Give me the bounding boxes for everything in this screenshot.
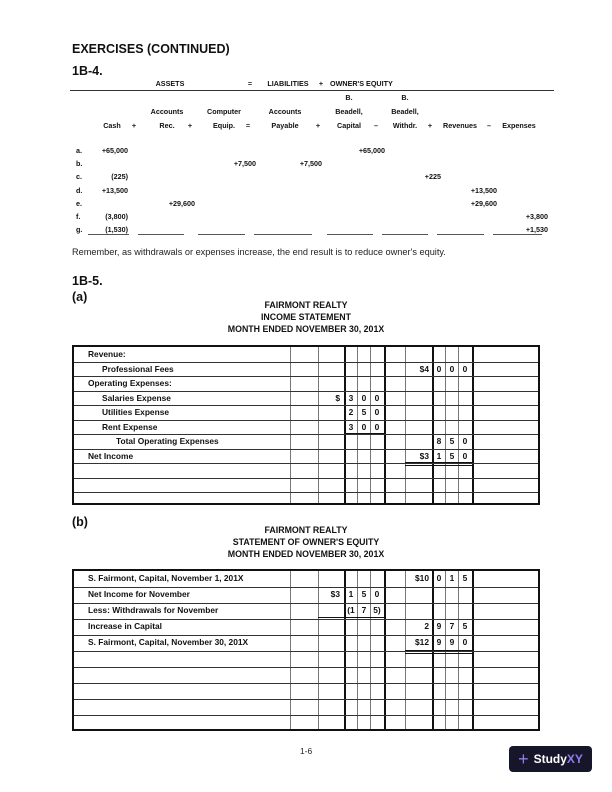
ledger-line-label: Utilities Expense bbox=[102, 407, 170, 417]
left-amount-digit: (1 bbox=[347, 605, 355, 615]
transaction-label: d. bbox=[76, 185, 83, 195]
row-rule bbox=[74, 667, 538, 668]
transaction-value: +3,800 bbox=[525, 212, 548, 221]
transaction-value: +65,000 bbox=[101, 146, 128, 155]
column-underline bbox=[382, 234, 428, 235]
right-amount-digit: 0 bbox=[462, 637, 468, 647]
right-amount-digit: 9 bbox=[449, 637, 455, 647]
transaction-value: (225) bbox=[111, 172, 128, 182]
row-rule bbox=[74, 619, 538, 620]
left-amount-digit: 0 bbox=[361, 421, 367, 432]
left-amount-digit: 0 bbox=[374, 392, 380, 403]
double-underline bbox=[405, 650, 472, 654]
right-amount-digit: 9 bbox=[436, 637, 442, 647]
right-currency: $12 bbox=[415, 637, 429, 647]
left-amount-digit: 5) bbox=[373, 605, 381, 615]
row-rule bbox=[74, 391, 538, 392]
row-rule bbox=[74, 635, 538, 636]
ledger-line-label: S. Fairmont, Capital, November 30, 201X bbox=[88, 637, 249, 647]
owners-equity-header: OWNER'S EQUITY bbox=[330, 79, 393, 88]
left-amount-digit: 0 bbox=[374, 407, 380, 417]
row-rule bbox=[74, 449, 538, 450]
ledger-line-label: Rent Expense bbox=[102, 421, 158, 432]
note-text: Remember, as withdrawals or expenses increase, the end result is to reduce owner's equity. bbox=[72, 247, 446, 257]
header-rule bbox=[70, 90, 554, 91]
left-amount-digit: 5 bbox=[361, 407, 367, 417]
column-rule bbox=[384, 571, 386, 729]
income-statement-ledger bbox=[72, 345, 540, 505]
part-b-label: (b) bbox=[72, 515, 88, 529]
transaction-value: +65,000 bbox=[358, 146, 385, 155]
total-underline bbox=[344, 433, 384, 434]
row-rule bbox=[74, 699, 538, 700]
owners-equity-title: STATEMENT OF OWNER'S EQUITY bbox=[232, 537, 380, 547]
right-amount-digit: 0 bbox=[462, 363, 468, 374]
transaction-label: e. bbox=[76, 198, 82, 208]
column-rule bbox=[384, 347, 386, 503]
brand-name: StudyXY bbox=[533, 752, 583, 766]
left-amount-digit: 0 bbox=[361, 392, 367, 403]
equation-operator: + bbox=[131, 121, 137, 130]
plus-sign: + bbox=[318, 79, 324, 88]
transaction-value: (3,800) bbox=[105, 212, 128, 221]
transaction-value: +13,500 bbox=[470, 185, 497, 195]
column-underline bbox=[198, 234, 245, 235]
right-currency: $10 bbox=[415, 573, 429, 583]
column-rule bbox=[472, 347, 474, 503]
ledger-line-label: Total Operating Expenses bbox=[116, 436, 219, 446]
right-amount-digit: 0 bbox=[436, 363, 442, 374]
right-amount-digit: 1 bbox=[449, 573, 455, 583]
column-header-line2: Computer bbox=[207, 107, 241, 116]
exercise-1b4-title: 1B-4. bbox=[72, 64, 103, 78]
column-underline bbox=[88, 234, 129, 235]
right-currency: $4 bbox=[419, 363, 429, 374]
ledger-line-label: Increase in Capital bbox=[88, 621, 163, 631]
column-rule bbox=[290, 347, 291, 503]
row-rule bbox=[74, 683, 538, 684]
transaction-value: +29,600 bbox=[168, 198, 195, 208]
right-currency: 2 bbox=[424, 621, 429, 631]
right-amount-digit: 5 bbox=[462, 573, 468, 583]
transaction-value: +29,600 bbox=[470, 198, 497, 208]
column-header-line3: Withdr. bbox=[392, 121, 418, 130]
left-amount-digit: 7 bbox=[361, 605, 367, 615]
right-amount-digit: 0 bbox=[449, 363, 455, 374]
transaction-value: +7,500 bbox=[299, 159, 322, 169]
right-amount-digit: 8 bbox=[436, 436, 442, 446]
section-title: EXERCISES (CONTINUED) bbox=[72, 42, 230, 56]
column-header-line3: Payable bbox=[271, 121, 299, 130]
transaction-value: +13,500 bbox=[101, 185, 128, 195]
column-underline bbox=[493, 234, 542, 235]
column-header-line3: Revenues bbox=[443, 121, 477, 130]
column-rule bbox=[472, 571, 474, 729]
income-statement-title: INCOME STATEMENT bbox=[260, 312, 352, 322]
column-header-line3: Rec. bbox=[159, 121, 175, 130]
transaction-label: b. bbox=[76, 159, 83, 169]
right-currency: $3 bbox=[419, 450, 429, 461]
column-header-line3: Capital bbox=[337, 121, 361, 130]
total-underline bbox=[318, 617, 384, 618]
left-amount-digit: 3 bbox=[348, 421, 354, 432]
assets-header: ASSETS bbox=[155, 79, 185, 88]
column-header-line3: Cash bbox=[103, 121, 121, 130]
equation-operator: + bbox=[187, 121, 193, 130]
column-header-line1: B. bbox=[345, 93, 353, 102]
right-amount-digit: 5 bbox=[449, 450, 455, 461]
column-underline bbox=[138, 234, 184, 235]
right-amount-digit: 7 bbox=[449, 621, 455, 631]
equals-sign: = bbox=[247, 79, 253, 88]
column-header-line2: Beadell, bbox=[335, 107, 363, 116]
transaction-label: g. bbox=[76, 225, 83, 235]
row-rule bbox=[74, 376, 538, 377]
right-amount-digit: 0 bbox=[462, 436, 468, 446]
studyxy-badge[interactable] bbox=[509, 746, 592, 772]
ledger-line-label: Operating Expenses: bbox=[88, 378, 172, 388]
ledger-line-label: Net Income for November bbox=[88, 589, 190, 599]
column-header-line2: Beadell, bbox=[391, 107, 419, 116]
transaction-value: +7,500 bbox=[233, 159, 256, 169]
left-amount-digit: 5 bbox=[361, 589, 367, 599]
row-rule bbox=[74, 405, 538, 406]
column-header-line2: Accounts bbox=[268, 107, 302, 116]
ledger-line-label: Salaries Expense bbox=[102, 392, 171, 403]
ledger-line-label: S. Fairmont, Capital, November 1, 201X bbox=[88, 573, 244, 583]
column-underline bbox=[254, 234, 312, 235]
column-header-line3: Expenses bbox=[502, 121, 536, 130]
ledger-line-label: Less: Withdrawals for November bbox=[88, 605, 219, 615]
column-rule bbox=[290, 571, 291, 729]
left-currency: $3 bbox=[330, 589, 340, 599]
right-amount-digit: 5 bbox=[449, 436, 455, 446]
exercise-1b5-title: 1B-5. bbox=[72, 274, 103, 288]
row-rule bbox=[74, 603, 538, 604]
ledger-line-label: Net Income bbox=[88, 450, 134, 461]
column-header-line3: Equip. bbox=[213, 121, 235, 130]
left-amount-digit: 2 bbox=[348, 407, 354, 417]
equation-operator: + bbox=[427, 121, 433, 130]
column-header-line2: Accounts bbox=[150, 107, 184, 116]
ledger-line-label: Professional Fees bbox=[102, 363, 174, 374]
transaction-label: c. bbox=[76, 172, 82, 182]
owners-equity-ledger bbox=[72, 569, 540, 731]
left-amount-digit: 0 bbox=[374, 421, 380, 432]
left-currency: $ bbox=[335, 392, 340, 403]
part-a-label: (a) bbox=[72, 290, 88, 304]
double-underline bbox=[405, 462, 472, 466]
transaction-value: (1,530) bbox=[105, 225, 128, 235]
right-amount-digit: 5 bbox=[462, 621, 468, 631]
transaction-label: a. bbox=[76, 146, 82, 155]
transaction-value: +1,530 bbox=[525, 225, 548, 235]
transaction-label: f. bbox=[76, 212, 81, 221]
owners-equity-company: FAIRMONT REALTY bbox=[264, 525, 348, 535]
equation-operator: + bbox=[315, 121, 321, 130]
row-rule bbox=[74, 434, 538, 435]
liabilities-header: LIABILITIES bbox=[267, 79, 309, 88]
left-amount-digit: 3 bbox=[348, 392, 354, 403]
income-statement-period: MONTH ENDED NOVEMBER 30, 201X bbox=[227, 324, 385, 334]
transaction-value: +225 bbox=[424, 172, 441, 182]
left-amount-digit: 0 bbox=[374, 589, 380, 599]
equation-operator: – bbox=[487, 121, 491, 130]
row-rule bbox=[74, 587, 538, 588]
equation-operator: = bbox=[245, 121, 251, 130]
ledger-line-label: Revenue: bbox=[88, 349, 126, 359]
column-underline bbox=[437, 234, 484, 235]
row-rule bbox=[74, 715, 538, 716]
column-rule bbox=[318, 347, 319, 503]
equation-operator: – bbox=[374, 121, 378, 130]
row-rule bbox=[74, 492, 538, 493]
right-amount-digit: 0 bbox=[436, 573, 442, 583]
left-amount-digit: 1 bbox=[348, 589, 354, 599]
row-rule bbox=[74, 420, 538, 421]
column-header-line1: B. bbox=[401, 93, 409, 102]
row-rule bbox=[74, 362, 538, 363]
plus-icon: + bbox=[518, 749, 529, 769]
page-number: 1-6 bbox=[300, 746, 313, 756]
income-statement-company: FAIRMONT REALTY bbox=[264, 300, 348, 310]
column-underline bbox=[327, 234, 373, 235]
right-amount-digit: 1 bbox=[436, 450, 442, 461]
right-amount-digit: 0 bbox=[462, 450, 468, 461]
row-rule bbox=[74, 478, 538, 479]
owners-equity-period: MONTH ENDED NOVEMBER 30, 201X bbox=[227, 549, 385, 559]
right-amount-digit: 9 bbox=[436, 621, 442, 631]
